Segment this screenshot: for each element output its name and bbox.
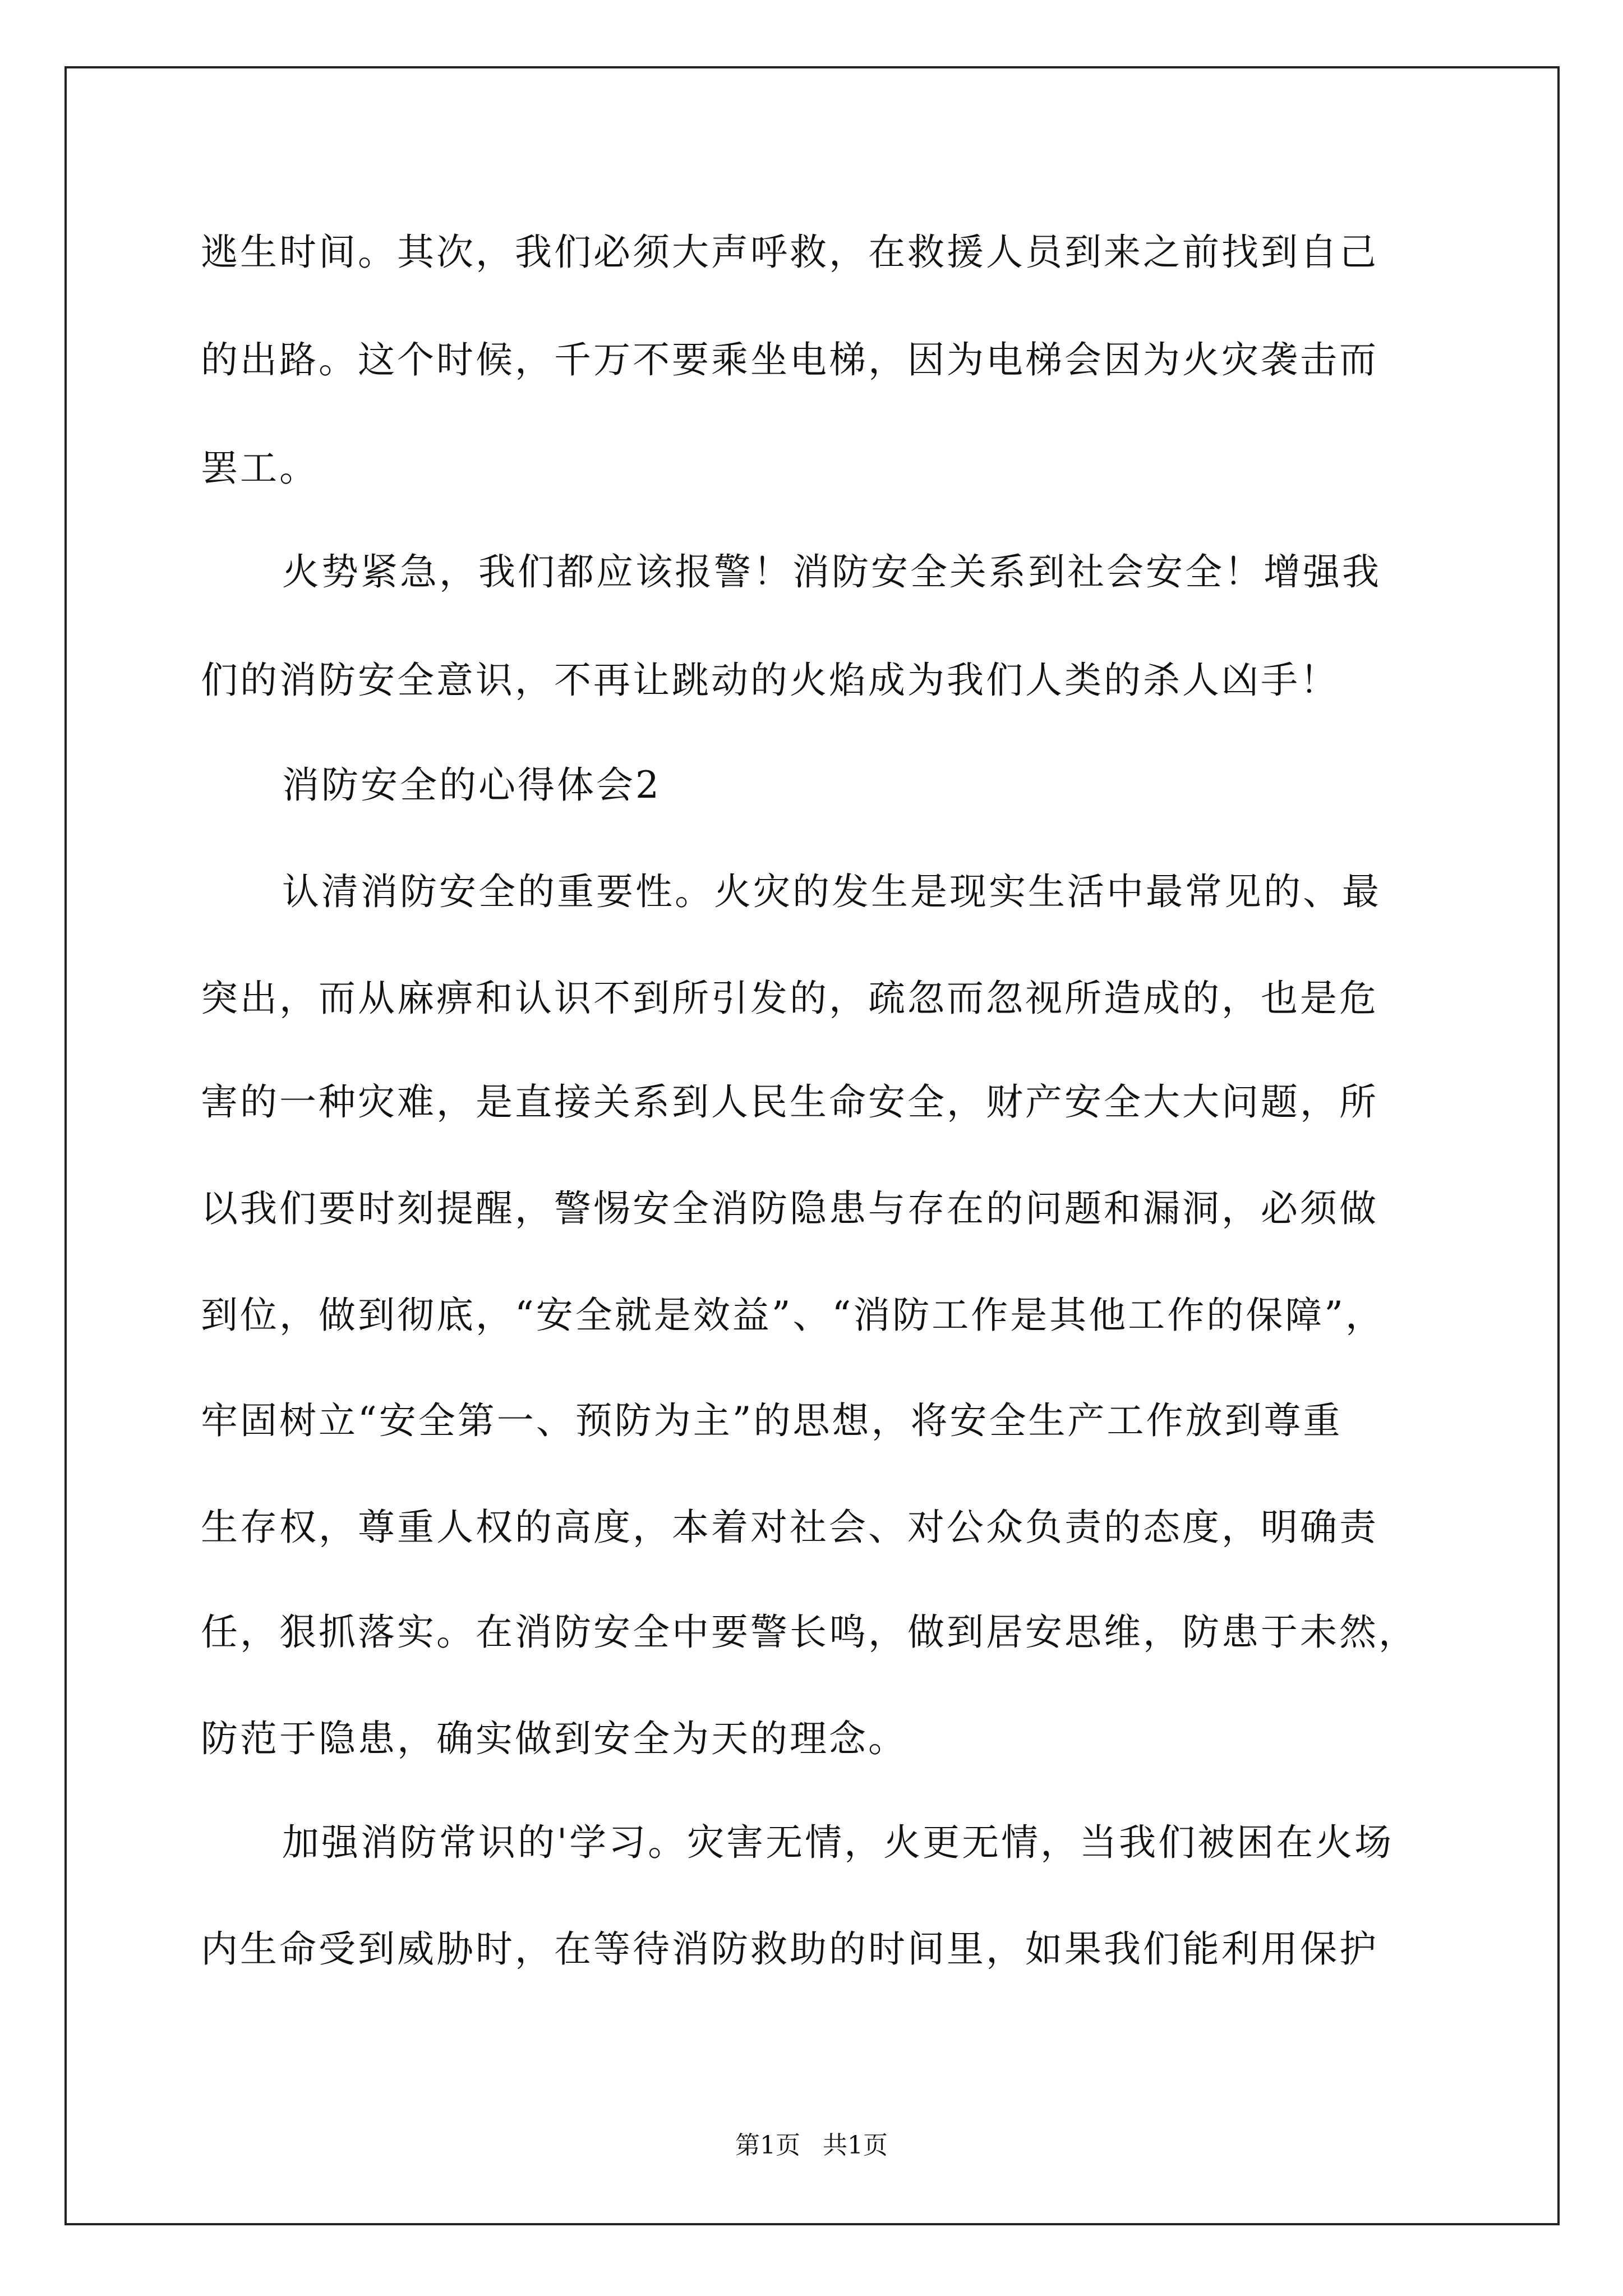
text-line: 火势紧急，我们都应该报警！消防安全关系到社会安全！增强我	[282, 550, 1381, 593]
text-line: 内生命受到威胁时，在等待消防救助的时间里，如果我们能利用保护	[201, 1927, 1378, 1971]
text-line: 罢工。	[201, 447, 319, 490]
text-line: 到位，做到彻底，“安全就是效益”、“消防工作是其他工作的保障”，	[201, 1294, 1385, 1337]
text-line: 的出路。这个时候，千万不要乘坐电梯，因为电梯会因为火灾袭击而	[201, 338, 1378, 381]
page-number: 第1页	[735, 2131, 800, 2160]
text-line: 牢固树立“安全第一、预防为主”的思想，将安全生产工作放到尊重	[201, 1399, 1343, 1442]
text-line: 认清消防安全的重要性。火灾的发生是现实生活中最常见的、最	[282, 870, 1381, 913]
text-line: 突出，而从麻痹和认识不到所引发的，疏忽而忽视所造成的，也是危	[201, 977, 1378, 1020]
page-total: 共1页	[823, 2131, 888, 2160]
text-line: 逃生时间。其次，我们必须大声呼救，在救援人员到来之前找到自己	[201, 231, 1378, 274]
text-line: 以我们要时刻提醒，警惕安全消防隐患与存在的问题和漏洞，必须做	[201, 1187, 1378, 1230]
page-footer	[0, 2129, 1623, 2162]
text-line: 防范于隐患，确实做到安全为天的理念。	[201, 1717, 907, 1760]
section-heading: 消防安全的心得体会2	[282, 763, 661, 807]
text-line: 害的一种灾难，是直接关系到人民生命安全，财产安全大大问题，所	[201, 1080, 1378, 1124]
page-border	[64, 66, 1560, 2225]
text-line: 加强消防常识的'学习。灾害无情，火更无情，当我们被困在火场	[282, 1821, 1394, 1864]
text-line: 任，狠抓落实。在消防安全中要警长鸣，做到居安思维，防患于未然，	[201, 1611, 1418, 1654]
text-line: 们的消防安全意识，不再让跳动的火焰成为我们人类的杀人凶手！	[201, 659, 1339, 702]
text-line: 生存权，尊重人权的高度，本着对社会、对公众负责的态度，明确责	[201, 1506, 1378, 1549]
